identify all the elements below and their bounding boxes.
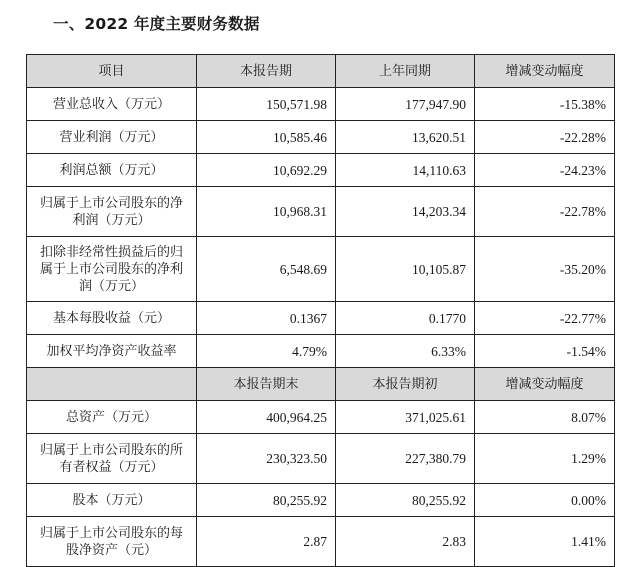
financial-data-table <box>26 54 615 567</box>
cell-change: 1.41% <box>475 517 615 567</box>
cell-current: 10,968.31 <box>197 187 336 237</box>
cell-prior: 10,105.87 <box>336 237 475 302</box>
cell-prior: 14,110.63 <box>336 154 475 187</box>
header-current-period: 本报告期 <box>197 55 336 88</box>
cell-prior: 371,025.61 <box>336 401 475 434</box>
table-row <box>27 517 615 567</box>
cell-change: -35.20% <box>475 237 615 302</box>
row-label: 扣除非经常性损益后的归属于上市公司股东的净利润（万元） <box>27 237 197 302</box>
table-row <box>27 335 615 368</box>
row-label: 归属于上市公司股东的所有者权益（万元） <box>27 434 197 484</box>
cell-current: 230,323.50 <box>197 434 336 484</box>
table-row <box>27 401 615 434</box>
cell-current: 2.87 <box>197 517 336 567</box>
cell-change: 8.07% <box>475 401 615 434</box>
cell-change: 0.00% <box>475 484 615 517</box>
cell-current: 0.1367 <box>197 302 336 335</box>
cell-prior: 227,380.79 <box>336 434 475 484</box>
header-item: 项目 <box>27 55 197 88</box>
subheader-period-start: 本报告期初 <box>336 368 475 401</box>
cell-current: 6,548.69 <box>197 237 336 302</box>
cell-current: 10,585.46 <box>197 121 336 154</box>
row-label: 归属于上市公司股东的净利润（万元） <box>27 187 197 237</box>
subheader-period-end: 本报告期末 <box>197 368 336 401</box>
cell-current: 4.79% <box>197 335 336 368</box>
table-row <box>27 187 615 237</box>
row-label: 加权平均净资产收益率 <box>27 335 197 368</box>
table-row <box>27 237 615 302</box>
cell-current: 10,692.29 <box>197 154 336 187</box>
cell-prior: 2.83 <box>336 517 475 567</box>
cell-current: 400,964.25 <box>197 401 336 434</box>
cell-change: -22.78% <box>475 187 615 237</box>
cell-change: 1.29% <box>475 434 615 484</box>
header-change: 增减变动幅度 <box>475 55 615 88</box>
row-label: 营业总收入（万元） <box>27 88 197 121</box>
cell-change: -22.28% <box>475 121 615 154</box>
cell-change: -15.38% <box>475 88 615 121</box>
cell-change: -1.54% <box>475 335 615 368</box>
table-header-row <box>27 55 615 88</box>
table-row <box>27 484 615 517</box>
row-label: 股本（万元） <box>27 484 197 517</box>
row-label: 营业利润（万元） <box>27 121 197 154</box>
row-label: 总资产（万元） <box>27 401 197 434</box>
cell-current: 150,571.98 <box>197 88 336 121</box>
cell-prior: 14,203.34 <box>336 187 475 237</box>
header-prior-period: 上年同期 <box>336 55 475 88</box>
cell-current: 80,255.92 <box>197 484 336 517</box>
cell-prior: 6.33% <box>336 335 475 368</box>
cell-prior: 80,255.92 <box>336 484 475 517</box>
table-row <box>27 121 615 154</box>
cell-prior: 13,620.51 <box>336 121 475 154</box>
subheader-item <box>27 368 197 401</box>
table-row <box>27 434 615 484</box>
table-row <box>27 154 615 187</box>
table-subheader-row <box>27 368 615 401</box>
subheader-change: 增减变动幅度 <box>475 368 615 401</box>
cell-prior: 177,947.90 <box>336 88 475 121</box>
cell-prior: 0.1770 <box>336 302 475 335</box>
table-row <box>27 302 615 335</box>
cell-change: -22.77% <box>475 302 615 335</box>
row-label: 基本每股收益（元） <box>27 302 197 335</box>
table-row <box>27 88 615 121</box>
cell-change: -24.23% <box>475 154 615 187</box>
row-label: 利润总额（万元） <box>27 154 197 187</box>
section-title: 一、2022 年度主要财务数据 <box>53 15 260 33</box>
row-label: 归属于上市公司股东的每股净资产（元） <box>27 517 197 567</box>
